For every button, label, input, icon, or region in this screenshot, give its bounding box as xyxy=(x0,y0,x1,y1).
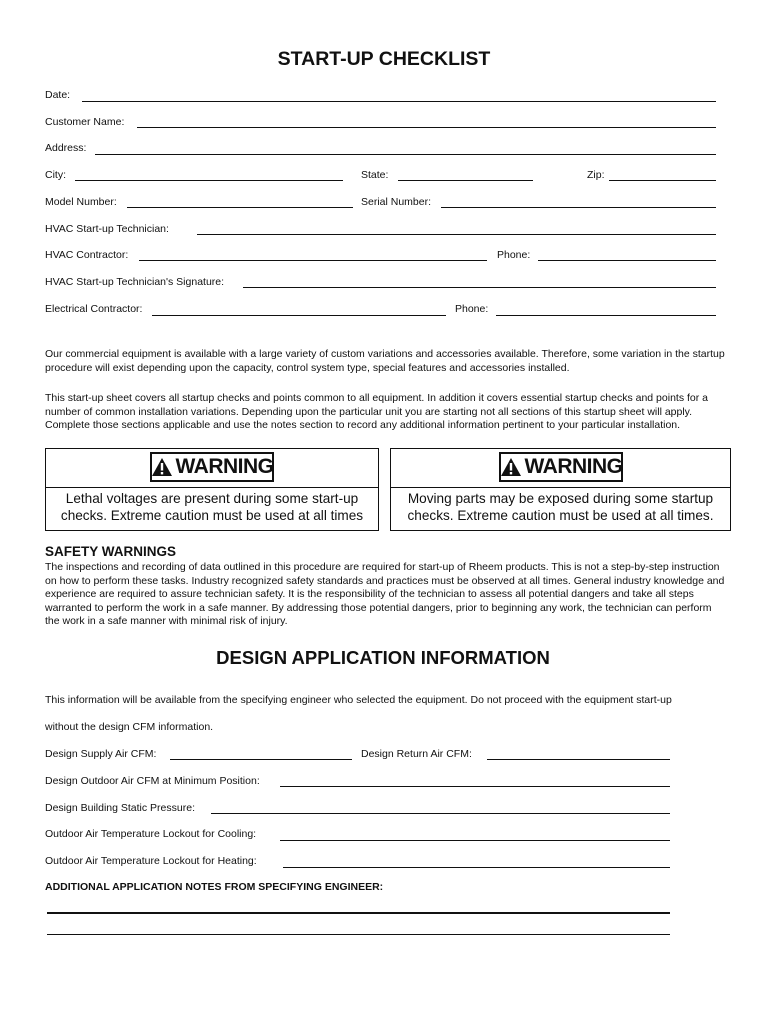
page-title: START-UP CHECKLIST xyxy=(277,48,491,70)
city-field[interactable] xyxy=(75,180,343,181)
warning-text-moving-parts: Moving parts may be exposed during some startup checks. Extreme caution must be used at all times. xyxy=(391,487,730,530)
hvac-contractor-label: HVAC Contractor: xyxy=(45,249,129,261)
address-field[interactable] xyxy=(95,154,716,155)
notes-heading: ADDITIONAL APPLICATION NOTES FROM SPECIFYING ENGINEER: xyxy=(45,881,384,893)
electrical-contractor-label: Electrical Contractor: xyxy=(45,303,143,315)
supply-cfm-field[interactable] xyxy=(170,759,352,760)
outdoor-cfm-label: Design Outdoor Air CFM at Minimum Position: xyxy=(45,775,260,787)
phone2-field[interactable] xyxy=(496,315,716,316)
date-field[interactable] xyxy=(82,101,716,102)
supply-cfm-label: Design Supply Air CFM: xyxy=(45,748,157,760)
notes-line-1[interactable] xyxy=(47,912,670,914)
design-intro-line-1: This information will be available from the specifying engineer who selected the equipment. Do not proceed with the equipment start-up xyxy=(45,694,672,706)
intro-paragraph-2: This start-up sheet covers all startup checks and points common to all equipment. In addition it covers essential startup checks and points for a number of common installation variations. Depending upon the particular unit you are starting not all sections of this startup sheet will apply. Complete those sections applicable and use the notes section to record any additional information pertinent to your particular installation. xyxy=(45,392,709,432)
date-label: Date: xyxy=(45,89,71,101)
phone-label: Phone: xyxy=(497,249,531,261)
address-label: Address: xyxy=(45,142,87,154)
customer-name-field[interactable] xyxy=(137,127,716,128)
warning-text-voltage: Lethal voltages are present during some start-up checks. Extreme caution must be used at all times xyxy=(46,487,378,530)
technician-label: HVAC Start-up Technician: xyxy=(45,223,169,235)
phone-field[interactable] xyxy=(538,260,716,261)
electrical-contractor-field[interactable] xyxy=(152,315,446,316)
city-label: City: xyxy=(45,169,66,181)
return-cfm-label: Design Return Air CFM: xyxy=(361,748,472,760)
safety-text: The inspections and recording of data outlined in this procedure are required for start-up of Rheem products. This is not a step-by-step instruction on how to perform these tasks. Industry recognized safety standards and practices must be observed at all times. General industry knowledge and experience are required to assure technician safety. It is the responsibility of the technician to assess all potential dangers and take all steps warranted to perform the work in a safe manner. By addressing those potential dangers, prior to beginning any work, the technician can perform the work in a safe manner with minimal risk of injury. xyxy=(45,561,725,628)
customer-name-label: Customer Name: xyxy=(45,116,125,128)
warning-sign-text: WARNING xyxy=(524,455,623,478)
signature-label: HVAC Start-up Technician's Signature: xyxy=(45,276,225,288)
warning-triangle-icon xyxy=(151,457,173,477)
hvac-contractor-field[interactable] xyxy=(139,260,487,261)
serial-number-field[interactable] xyxy=(441,207,716,208)
warning-sign-text: WARNING xyxy=(175,455,274,478)
warning-box-voltage xyxy=(45,448,379,531)
return-cfm-field[interactable] xyxy=(487,759,670,760)
design-heading: DESIGN APPLICATION INFORMATION xyxy=(216,647,550,668)
lockout-cooling-field[interactable] xyxy=(280,840,670,841)
outdoor-cfm-field[interactable] xyxy=(280,786,670,787)
state-field[interactable] xyxy=(398,180,533,181)
model-number-label: Model Number: xyxy=(45,196,117,208)
technician-field[interactable] xyxy=(197,234,716,235)
lockout-cooling-label: Outdoor Air Temperature Lockout for Cooling: xyxy=(45,828,257,840)
warning-box-moving-parts xyxy=(390,448,731,531)
warning-triangle-icon xyxy=(500,457,522,477)
serial-number-label: Serial Number: xyxy=(361,196,432,208)
static-pressure-field[interactable] xyxy=(211,813,670,814)
state-label: State: xyxy=(361,169,389,181)
signature-field[interactable] xyxy=(243,287,716,288)
safety-heading: SAFETY WARNINGS xyxy=(45,544,177,559)
lockout-heating-label: Outdoor Air Temperature Lockout for Heating: xyxy=(45,855,257,867)
warning-sign xyxy=(150,452,274,482)
static-pressure-label: Design Building Static Pressure: xyxy=(45,802,195,814)
phone2-label: Phone: xyxy=(455,303,489,315)
notes-line-2[interactable] xyxy=(47,934,670,935)
design-intro-line-2: without the design CFM information. xyxy=(45,721,214,733)
warning-sign xyxy=(499,452,623,482)
lockout-heating-field[interactable] xyxy=(283,867,670,868)
zip-field[interactable] xyxy=(609,180,716,181)
zip-label: Zip: xyxy=(587,169,605,181)
model-number-field[interactable] xyxy=(127,207,353,208)
intro-paragraph-1: Our commercial equipment is available with a large variety of custom variations and accessories available. Therefore, some variation in the startup procedure will exist depending upon the capacity, control system type, special features and accessories installed. xyxy=(45,348,725,374)
